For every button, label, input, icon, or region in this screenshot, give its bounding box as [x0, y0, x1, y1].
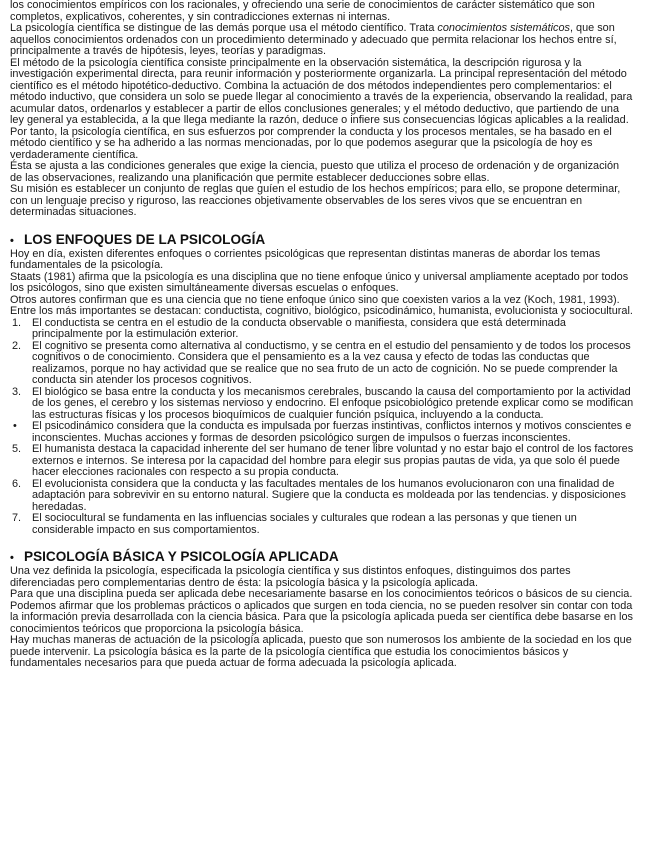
list-marker: 5. [12, 443, 22, 455]
intro-paragraph-1: los conocimientos empíricos con los racionales, y ofreciendo una serie de conocimientos de carácter sistemático que son completos, explicativos, coherentes, y sin contradicciones externas ni internas. [10, 0, 595, 23]
section-title: PSICOLOGÍA BÁSICA Y PSICOLOGÍA APLICADA [24, 549, 339, 564]
intro-paragraph-6: Su misión es establecer un conjunto de reglas que guíen el estudio de los hechos empíricos; para ello, se propone determinar, con un lenguaje preciso y riguroso, las reacciones objetivamente observables de los seres vivos que se encuentran en determinadas situaciones. [10, 183, 621, 218]
heading-bullet: • [10, 552, 14, 564]
section2-paragraph-1: Una vez definida la psicología, especificada la psicología científica y sus distintos enfoques, distinguimos dos partes diferenciadas pero complementarias dentro de ésta: la psicología básica y la psicología aplicada. [10, 565, 571, 589]
list-marker: • [13, 420, 17, 432]
list-marker: 3. [12, 385, 22, 398]
intro-paragraph-3: El método de la psicología científica consiste principalmente en la observación sistemática, la descripción rigurosa y la investigación experimental directa, para reunir información y posteriormente organizarla. La principal representación del método científico es el método hipotético-deductivo. Combina la actuación de dos métodos independientes pero complementarios: el método inductivo, que considera un solo se puede llegar al conocimiento a través de la experiencia, observando la realidad, para acumular datos, ordenarlos y establecer a partir de ellos conclusiones generales; y el método deductivo, que partiendo de una ley general ya establecida, a la que llega mediante la razón, deduce o infiere sus consecuencias lógicas aplicables a la realidad. [10, 56, 633, 126]
enfoques-list [10, 318, 634, 537]
list-item-cognitivo [10, 341, 634, 387]
list-item-text: El humanista destaca la capacidad inherente del ser humano de tener libre voluntad y no estar bajo el control de los factores externos e internos. Se interesa por la capacidad del hombre para elegir sus propias pautas de vida, ya que solo él puede hacer elecciones racionales con respecto a su propia conducta. [32, 443, 634, 478]
list-item-text: El cognitivo se presenta como alternativa al conductismo, y se centra en el estudio del pensamiento y de todos los procesos cognitivos o de conocimiento. Considera que el pensamiento es a la vez causa y efecto de todas las conductas que realizamos, porque no hay actividad que se realice que no sea fruto de un acto de cognición. No se puede comprender la conducta sin atender los procesos cognitivos. [32, 339, 631, 386]
list-item-text: El biológico se basa entre la conducta y los mecanismos cerebrales, buscando la causa del comportamiento por la actividad de los genes, el cerebro y los sistemas nervioso y endocrino. El enfoque psicobiológico pretende explicar como se modifican las estructuras físicas y los procesos bioquímicos de cualquier función psíquica, incluyendo a la conducta. [32, 385, 634, 421]
intro-paragraph-2 [10, 23, 634, 58]
list-item-psicodinamico [10, 421, 634, 444]
intro-paragraph-2-emphasis: conocimientos sistemáticos [437, 22, 570, 34]
list-marker: 6. [12, 477, 22, 490]
list-item-evolucionista [10, 479, 634, 514]
section2-paragraph-2: Para que una disciplina pueda ser aplicada debe necesariamente basarse en los conocimientos teóricos o básicos de su ciencia. Podemos afirmar que los problemas prácticos o aplicados que surgen en toda ciencia, no se pueden resolver sin contar con toda la información previa desarrollada con la ciencia básica. Para que la psicología aplicada pueda ser científica debe basarse en los conocimientos teóricos que proporciona la psicología básica. [10, 588, 633, 635]
heading-bullet: • [10, 234, 14, 247]
list-item-humanista [10, 444, 634, 479]
section2-paragraph-3: Hay muchas maneras de actuación de la psicología aplicada, puesto que son numerosos los ambiente de la sociedad en los que puede intervenir. La psicología básica es la parte de la psicología científica que estudia los conocimientos básicos y fundamentales necesarios para que pueda actuar de forma adecuada la psicología aplicada. [10, 634, 632, 669]
section-heading-basica-aplicada [10, 549, 634, 566]
list-marker: 2. [12, 339, 22, 352]
list-item-biologico [10, 387, 634, 422]
intro-paragraph-5: Ésta se ajusta a las condiciones generales que exige la ciencia, puesto que utiliza el proceso de ordenación y de organización de las observaciones, realizando una planificación que permite establecer deducciones sobre ellas. [10, 160, 620, 184]
list-item-text: El sociocultural se fundamenta en las influencias sociales y culturales que rodean a las personas y que tienen un considerable impacto en sus comportamientos. [32, 512, 577, 536]
section1-paragraph-4: Entre los más importantes se destacan: conductista, cognitivo, biológico, psicodinámico, humanista, evolucionista y sociocultural. [10, 305, 633, 317]
list-marker: 7. [12, 512, 22, 524]
intro-paragraph-2-pre: La psicología científica se distingue de las demás porque usa el método científico. Trata [10, 22, 438, 34]
section1-paragraph-1: Hoy en día, existen diferentes enfoques o corrientes psicológicas que representan distintas maneras de abordar los temas fundamentales de la psicología. [10, 247, 601, 271]
intro-paragraph-2-post: , que son aquellos conocimientos ordenados con un procedimiento determinado y adecuado que permita relacionar los hechos entre sí, principalmente a través de hipótesis, leyes, teorías y paradigmas. [10, 22, 617, 57]
list-item-text: El psicodinámico considera que la conducta es impulsada por fuerzas instintivas, conflictos internos y motivos conscientes e inconscientes. Muchas acciones y formas de desorden psicológico surgen de impulsos o fuerzas inconscientes. [32, 420, 632, 444]
list-item-text: El conductista se centra en el estudio de la conducta observable o manifiesta, considera que está determinada principalmente por la estimulación exterior. [32, 316, 566, 340]
list-item-sociocultural [10, 513, 634, 536]
section-title: LOS ENFOQUES DE LA PSICOLOGÍA [24, 231, 266, 247]
section-heading-enfoques [10, 232, 634, 249]
section1-paragraph-3: Otros autores confirman que es una ciencia que no tiene enfoque único sino que coexisten varios a la vez (Koch, 1981, 1993). [10, 293, 620, 306]
intro-paragraph-4: Por tanto, la psicología científica, en sus esfuerzos por comprender la conducta y los procesos mentales, se ha basado en el método científico y se ha adherido a las normas mencionadas, por lo que podemos asegurar que la psicología de hoy es verdaderamente científica. [10, 125, 612, 161]
list-marker: 1. [12, 316, 22, 329]
section1-paragraph-2: Staats (1981) afirma que la psicología es una disciplina que no tiene enfoque único y universal ampliamente aceptado por todos los psicólogos, sino que existen simultáneamente diversas escuelas o enfoques. [10, 270, 629, 294]
list-item-conductista [10, 318, 634, 341]
list-item-text: El evolucionista considera que la conducta y las facultades mentales de los humanos evolucionaron con una finalidad de adaptación para sobrevivir en su entorno natural. Sugiere que la conducta es moldeada por las tendencias. y disposiciones heredadas. [32, 477, 626, 513]
